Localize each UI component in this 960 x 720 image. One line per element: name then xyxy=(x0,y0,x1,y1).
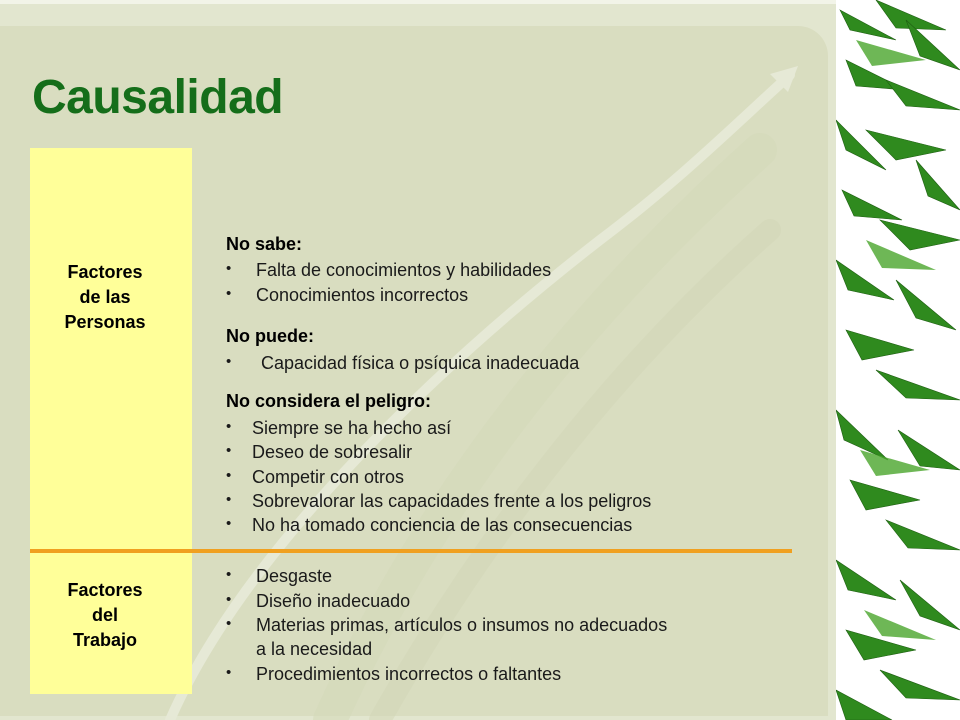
personas-label-line-1: Factores xyxy=(67,262,143,282)
bullet-dot-icon: • xyxy=(226,566,232,583)
bullet-dot-icon: • xyxy=(226,615,232,632)
trabajo-factor-label xyxy=(30,578,180,653)
personas-label-line-3: Personas xyxy=(64,312,146,332)
bullet-dot-icon: • xyxy=(226,418,232,435)
bamboo-leaves-icon xyxy=(836,0,960,720)
bullet-dot-icon: • xyxy=(226,491,232,508)
bullet-dot-icon: • xyxy=(226,515,232,532)
trabajo-label-line-1: Factores xyxy=(67,580,143,600)
group-heading-no-considera: No considera el peligro: xyxy=(226,391,432,411)
group-heading-no-puede: No puede: xyxy=(226,326,314,346)
bullet-dot-icon: • xyxy=(226,591,232,608)
bullet-dot-icon: • xyxy=(226,664,232,681)
page-title: Causalidad xyxy=(32,71,284,124)
trabajo-label-line-3: Trabajo xyxy=(72,630,138,650)
section-divider xyxy=(30,549,792,553)
slide: Causalidad Factores de las Personas Factores del Trabajo No sabe: • Falta de conocimientos y habilidades • Conocimientos incorrectos No puede: • Capacidad física o psíquica inadecuada No considera el peligro: • Siempre se ha hecho así • Deseo de sobresalir • Competir con otros • Sobrevalorar las capacidades frente a los peligros • No ha tomado conciencia de las consecuencias • Desgaste • Diseño inadecuado • Materias primas, artículos o insumos no adecuados a la necesidad • Procedimientos incorrectos o faltantes xyxy=(0,0,960,720)
bullet-dot-icon: • xyxy=(226,353,232,370)
personas-label-line-2: de las xyxy=(79,287,131,307)
bullet-dot-icon: • xyxy=(226,467,232,484)
bullet-dot-icon: • xyxy=(226,285,232,302)
bullet-dot-icon: • xyxy=(226,442,232,459)
personas-factor-label xyxy=(30,260,180,335)
group-heading-no-sabe: No sabe: xyxy=(226,234,303,254)
trabajo-label-line-2: del xyxy=(91,605,118,625)
bullet-dot-icon: • xyxy=(226,260,232,277)
